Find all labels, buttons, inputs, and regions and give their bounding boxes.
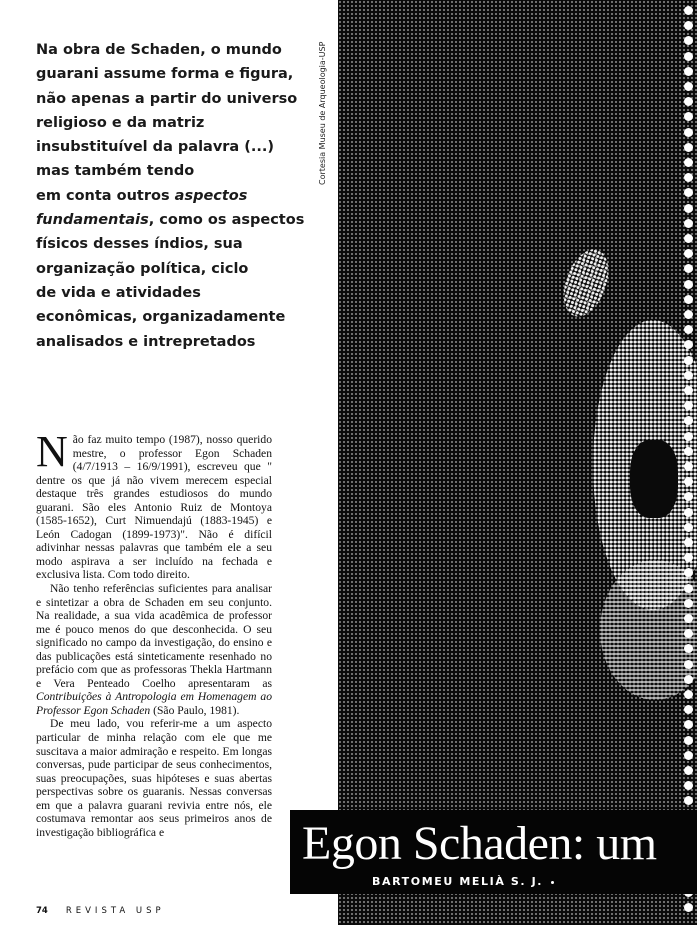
pull-quote-line: organização política, ciclo bbox=[36, 260, 249, 277]
perforation-hole bbox=[684, 675, 693, 684]
pull-quote-line: guarani assume forma e figura, bbox=[36, 66, 294, 83]
article-paragraph bbox=[36, 717, 272, 839]
perforation-hole bbox=[684, 219, 693, 228]
perforation-hole bbox=[684, 158, 693, 167]
perforation-hole bbox=[684, 356, 693, 365]
book-title: Contribuições à Antropologia em Homenagem ao Professor Egon Schaden bbox=[36, 690, 272, 717]
paragraph-text: ão faz muito tempo (1987), nosso querido mestre, o professor Egon Schaden (4/7/1913 – 16/9/1991), escreveu que " dentre os que já não vivem merecem especial destaque três grandes estudiosos do mundo guarani. São eles Antonio Ruiz de Montoya (1585-1652), Curt Nimuendajú (1883-1945) e León Cadogan (1899-1973)". Não é difícil adivinhar nessas palavras que também ele a seu modo aspirava a ser incluído na fechada e exclusiva lista. Com todo direito. bbox=[36, 433, 272, 582]
pull-quote-line: físicos desses índios, sua bbox=[36, 236, 243, 253]
pull-quote-line bbox=[36, 208, 306, 232]
pull-quote-line: analisados e intrepretados bbox=[36, 333, 256, 350]
pull-quote-line bbox=[36, 184, 306, 208]
perforation-hole bbox=[684, 447, 693, 456]
perforation-hole bbox=[684, 538, 693, 547]
perforation-hole bbox=[684, 584, 693, 593]
article-author: BARTOMEU MELIÀ S. J. bbox=[372, 875, 544, 888]
article-title: Egon Schaden: um bbox=[302, 817, 657, 870]
pull-quote-line: religioso e da matriz bbox=[36, 114, 205, 131]
page-footer bbox=[36, 906, 165, 916]
perforation-hole bbox=[684, 508, 693, 517]
perforation-hole bbox=[684, 143, 693, 152]
perforation-hole bbox=[684, 371, 693, 380]
perforation-hole bbox=[684, 736, 693, 745]
pull-quote-line: de vida e atividades bbox=[36, 284, 201, 301]
pull-quote-line: econômicas, organizadamente bbox=[36, 309, 286, 326]
magazine-name: REVISTA USP bbox=[65, 906, 165, 916]
paragraph-text: (São Paulo, 1981). bbox=[150, 703, 240, 717]
perforation-hole bbox=[684, 766, 693, 775]
ornament-dot bbox=[551, 881, 554, 884]
article-paragraph bbox=[36, 582, 272, 717]
perforation-hole bbox=[684, 204, 693, 213]
perforation-hole bbox=[684, 432, 693, 441]
pull-quote-emphasis: aspectos bbox=[174, 187, 248, 204]
pull-quote-line: não apenas a partir do universo bbox=[36, 90, 298, 107]
paragraph-text: De meu lado, vou referir-me a um aspecto particular de minha relação com ele que me suscitava a maior admiração e respeito. Em longas conversas, pude participar de seus conhecimentos, suas preocupações, suas hipóteses e suas abertas perspectivas sobre os guaranis. Nessas conversas em que a palavra guarani revivia entre nós, ele costumava remontar aos seus primeiros anos de investigação bibliográfica e bbox=[36, 717, 272, 839]
perforation-hole bbox=[684, 67, 693, 76]
pull-quote bbox=[36, 38, 306, 354]
perforation-hole bbox=[684, 82, 693, 91]
perforation-hole bbox=[684, 903, 693, 912]
perforation-hole bbox=[684, 660, 693, 669]
perforation-hole bbox=[684, 234, 693, 243]
perforation-hole bbox=[684, 690, 693, 699]
drop-cap: N bbox=[36, 427, 68, 476]
perforation-hole bbox=[684, 599, 693, 608]
perforation-hole bbox=[684, 52, 693, 61]
perforation-hole bbox=[684, 462, 693, 471]
pull-quote-text: , como os aspectos bbox=[148, 212, 305, 229]
perforation-hole bbox=[684, 128, 693, 137]
halftone-photo bbox=[338, 0, 697, 925]
photo-highlight bbox=[555, 243, 617, 322]
pull-quote-line: insubstituível da palavra (...) bbox=[36, 139, 275, 156]
perforation-hole bbox=[684, 523, 693, 532]
perforation-hole bbox=[684, 310, 693, 319]
photo-credit: Cortesia Museu de Arqueologia-USP bbox=[318, 41, 327, 185]
article-paragraph bbox=[36, 427, 272, 582]
article-body bbox=[36, 427, 272, 839]
pull-quote-line: mas também tendo bbox=[36, 163, 195, 180]
perforation-hole bbox=[684, 386, 693, 395]
pull-quote-line: Na obra de Schaden, o mundo bbox=[36, 42, 282, 58]
pull-quote-text: em conta outros bbox=[36, 187, 175, 204]
perforation-hole bbox=[684, 280, 693, 289]
perforation-hole bbox=[684, 614, 693, 623]
photo-highlight bbox=[600, 560, 697, 700]
pull-quote-emphasis: fundamentais bbox=[36, 212, 149, 229]
page-number: 74 bbox=[36, 906, 48, 916]
perforation-hole bbox=[684, 6, 693, 15]
perforation-hole bbox=[684, 751, 693, 760]
photo-shadow bbox=[630, 440, 678, 518]
paragraph-text: Não tenho referências suficientes para analisar e sintetizar a obra de Schaden em seu conjunto. Na realidade, a sua vida acadêmica de professor me é pouco menos do que desconhecida. O seu significado no campo da investigação, do ensino e das publicações está sinteticamente resenhado no prefácio com que as professoras Thekla Hartmann e Vera Penteado Coelho apresentaram as bbox=[36, 582, 272, 690]
perforation-hole bbox=[684, 295, 693, 304]
